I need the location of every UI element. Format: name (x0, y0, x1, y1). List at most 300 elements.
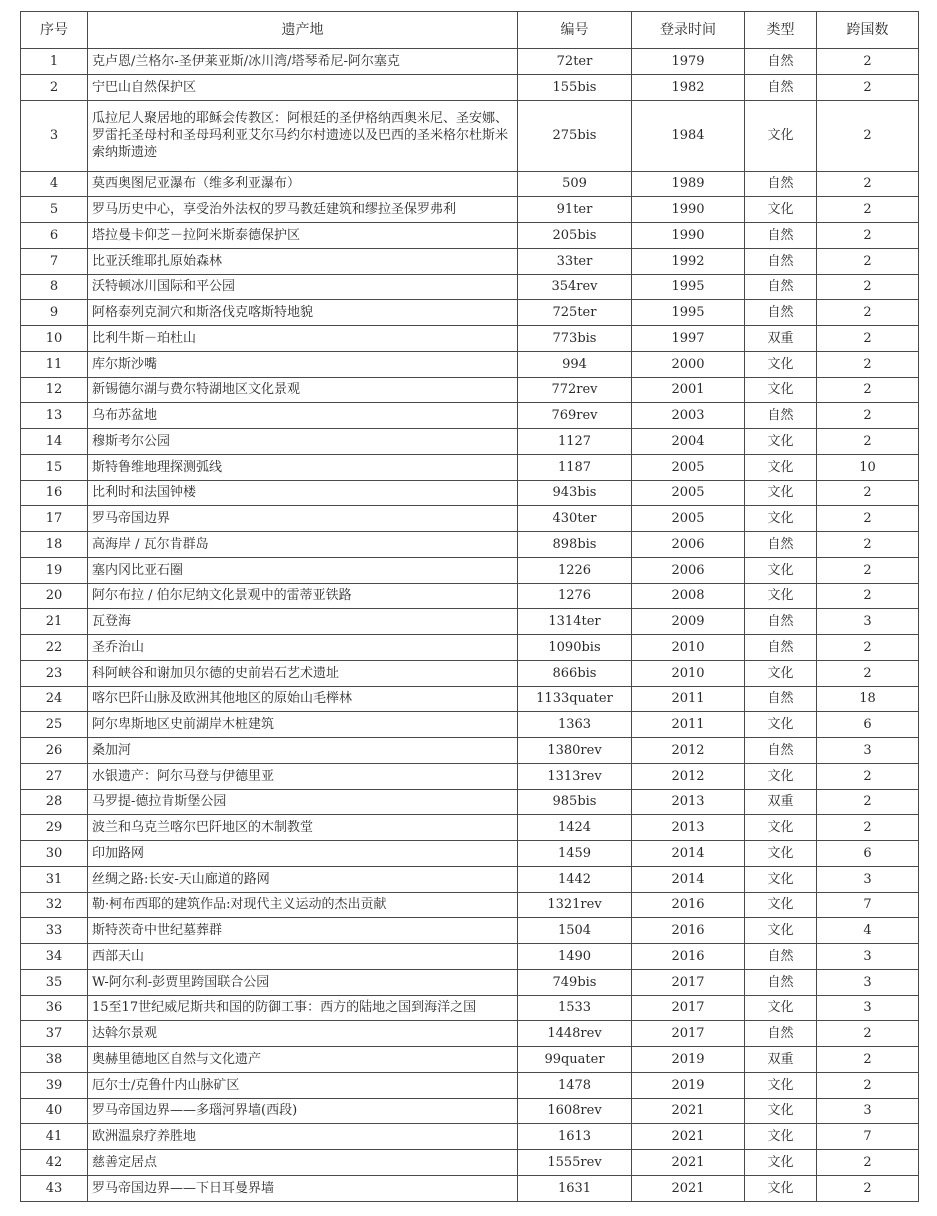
table-row (21, 429, 919, 455)
cell-type: 文化 (745, 1072, 817, 1098)
table-row (21, 944, 919, 970)
cell-countries: 3 (817, 995, 919, 1021)
cell-code: 866bis (518, 660, 632, 686)
cell-type: 自然 (745, 532, 817, 558)
cell-year: 2011 (632, 712, 745, 738)
cell-code: 1314ter (518, 609, 632, 635)
cell-site: 阿尔布拉 / 伯尔尼纳文化景观中的雷蒂亚铁路 (88, 583, 518, 609)
table-row (21, 1072, 919, 1098)
table-row (21, 1124, 919, 1150)
cell-code: 1490 (518, 944, 632, 970)
cell-year: 2004 (632, 429, 745, 455)
cell-index: 12 (21, 377, 88, 403)
cell-code: 1442 (518, 866, 632, 892)
cell-year: 2010 (632, 635, 745, 661)
cell-year: 1995 (632, 274, 745, 300)
cell-site: 罗马帝国边界 (88, 506, 518, 532)
table-row (21, 841, 919, 867)
cell-type: 文化 (745, 866, 817, 892)
cell-countries: 2 (817, 660, 919, 686)
cell-year: 2005 (632, 454, 745, 480)
cell-index: 7 (21, 248, 88, 274)
table-row (21, 223, 919, 249)
cell-site: 奥赫里德地区自然与文化遗产 (88, 1047, 518, 1073)
table-row (21, 74, 919, 100)
cell-index: 1 (21, 49, 88, 75)
cell-code: 1380rev (518, 738, 632, 764)
cell-code: 354rev (518, 274, 632, 300)
cell-type: 文化 (745, 377, 817, 403)
cell-countries: 2 (817, 1175, 919, 1201)
table-row (21, 532, 919, 558)
header-code: 编号 (518, 12, 632, 49)
cell-year: 2008 (632, 583, 745, 609)
cell-type: 文化 (745, 763, 817, 789)
cell-site: 波兰和乌克兰喀尔巴阡地区的木制教堂 (88, 815, 518, 841)
table-row (21, 506, 919, 532)
cell-year: 2009 (632, 609, 745, 635)
table-row (21, 660, 919, 686)
table-row (21, 557, 919, 583)
cell-countries: 3 (817, 944, 919, 970)
table-row (21, 1021, 919, 1047)
cell-code: 985bis (518, 789, 632, 815)
cell-countries: 2 (817, 506, 919, 532)
cell-countries: 2 (817, 100, 919, 171)
cell-type: 双重 (745, 326, 817, 352)
cell-code: 155bis (518, 74, 632, 100)
cell-site: 阿尔卑斯地区史前湖岸木桩建筑 (88, 712, 518, 738)
table-row (21, 1150, 919, 1176)
cell-index: 3 (21, 100, 88, 171)
cell-year: 2021 (632, 1098, 745, 1124)
cell-code: 769rev (518, 403, 632, 429)
cell-year: 2010 (632, 660, 745, 686)
table-header (21, 12, 919, 49)
cell-code: 1226 (518, 557, 632, 583)
cell-type: 文化 (745, 1150, 817, 1176)
cell-countries: 2 (817, 532, 919, 558)
cell-countries: 2 (817, 1072, 919, 1098)
header-row (21, 12, 919, 49)
table-row (21, 1175, 919, 1201)
cell-year: 2006 (632, 557, 745, 583)
cell-code: 1504 (518, 918, 632, 944)
cell-index: 14 (21, 429, 88, 455)
cell-countries: 2 (817, 1047, 919, 1073)
cell-type: 文化 (745, 100, 817, 171)
cell-site: 达斡尔景观 (88, 1021, 518, 1047)
cell-countries: 4 (817, 918, 919, 944)
cell-site: 勒·柯布西耶的建筑作品:对现代主义运动的杰出贡献 (88, 892, 518, 918)
cell-index: 19 (21, 557, 88, 583)
cell-year: 2016 (632, 892, 745, 918)
cell-index: 43 (21, 1175, 88, 1201)
cell-countries: 2 (817, 429, 919, 455)
cell-index: 26 (21, 738, 88, 764)
cell-site: 乌布苏盆地 (88, 403, 518, 429)
cell-type: 自然 (745, 74, 817, 100)
cell-site: 水银遗产：阿尔马登与伊德里亚 (88, 763, 518, 789)
table-row (21, 171, 919, 197)
table-row (21, 635, 919, 661)
cell-countries: 2 (817, 197, 919, 223)
cell-type: 双重 (745, 789, 817, 815)
cell-code: 1448rev (518, 1021, 632, 1047)
cell-site: 斯特茨奇中世纪墓葬群 (88, 918, 518, 944)
cell-index: 17 (21, 506, 88, 532)
cell-site: 瓦登海 (88, 609, 518, 635)
cell-code: 1459 (518, 841, 632, 867)
cell-type: 文化 (745, 454, 817, 480)
cell-type: 自然 (745, 300, 817, 326)
cell-code: 1090bis (518, 635, 632, 661)
cell-site: 塞内冈比亚石圈 (88, 557, 518, 583)
cell-type: 文化 (745, 918, 817, 944)
cell-year: 2017 (632, 1021, 745, 1047)
cell-countries: 2 (817, 1150, 919, 1176)
table-row (21, 969, 919, 995)
cell-site: 丝绸之路:长安-天山廊道的路网 (88, 866, 518, 892)
cell-type: 文化 (745, 429, 817, 455)
cell-site: 斯特鲁维地理探测弧线 (88, 454, 518, 480)
cell-countries: 2 (817, 583, 919, 609)
cell-index: 8 (21, 274, 88, 300)
cell-type: 文化 (745, 197, 817, 223)
cell-year: 1984 (632, 100, 745, 171)
cell-countries: 2 (817, 223, 919, 249)
cell-type: 文化 (745, 557, 817, 583)
cell-year: 2021 (632, 1175, 745, 1201)
cell-countries: 3 (817, 609, 919, 635)
cell-index: 32 (21, 892, 88, 918)
cell-site: 瓜拉尼人聚居地的耶稣会传教区：阿根廷的圣伊格纳西奥米尼、圣安娜、罗雷托圣母村和圣母玛利亚艾尔马约尔村遗迹以及巴西的圣米格尔杜斯米索纳斯遗迹 (88, 100, 518, 171)
cell-countries: 2 (817, 403, 919, 429)
cell-type: 文化 (745, 841, 817, 867)
cell-index: 28 (21, 789, 88, 815)
cell-code: 275bis (518, 100, 632, 171)
cell-index: 6 (21, 223, 88, 249)
cell-type: 自然 (745, 944, 817, 970)
cell-site: 比利时和法国钟楼 (88, 480, 518, 506)
cell-type: 自然 (745, 686, 817, 712)
table-row (21, 300, 919, 326)
cell-index: 11 (21, 351, 88, 377)
cell-type: 自然 (745, 635, 817, 661)
cell-year: 1995 (632, 300, 745, 326)
cell-site: 罗马历史中心，享受治外法权的罗马教廷建筑和缪拉圣保罗弗利 (88, 197, 518, 223)
table-row (21, 892, 919, 918)
cell-code: 1555rev (518, 1150, 632, 1176)
table-row (21, 49, 919, 75)
cell-type: 文化 (745, 892, 817, 918)
cell-year: 2021 (632, 1150, 745, 1176)
cell-site: 厄尔士/克鲁什内山脉矿区 (88, 1072, 518, 1098)
cell-code: 1313rev (518, 763, 632, 789)
cell-countries: 2 (817, 557, 919, 583)
cell-index: 37 (21, 1021, 88, 1047)
table-row (21, 248, 919, 274)
cell-site: 印加路网 (88, 841, 518, 867)
cell-site: 圣乔治山 (88, 635, 518, 661)
cell-site: 欧洲温泉疗养胜地 (88, 1124, 518, 1150)
cell-countries: 3 (817, 866, 919, 892)
cell-countries: 2 (817, 274, 919, 300)
cell-code: 1613 (518, 1124, 632, 1150)
header-countries: 跨国数 (817, 12, 919, 49)
cell-countries: 2 (817, 480, 919, 506)
cell-year: 1982 (632, 74, 745, 100)
cell-site: 科阿峡谷和谢加贝尔德的史前岩石艺术遗址 (88, 660, 518, 686)
cell-type: 自然 (745, 223, 817, 249)
cell-countries: 2 (817, 789, 919, 815)
cell-site: 宁巴山自然保护区 (88, 74, 518, 100)
table-row (21, 866, 919, 892)
header-year: 登录时间 (632, 12, 745, 49)
cell-code: 430ter (518, 506, 632, 532)
table-row (21, 377, 919, 403)
cell-year: 2003 (632, 403, 745, 429)
cell-index: 10 (21, 326, 88, 352)
cell-type: 文化 (745, 995, 817, 1021)
cell-index: 40 (21, 1098, 88, 1124)
cell-countries: 2 (817, 171, 919, 197)
cell-index: 13 (21, 403, 88, 429)
cell-code: 1631 (518, 1175, 632, 1201)
cell-countries: 3 (817, 969, 919, 995)
cell-code: 1533 (518, 995, 632, 1021)
table-row (21, 995, 919, 1021)
cell-type: 文化 (745, 480, 817, 506)
cell-code: 943bis (518, 480, 632, 506)
cell-site: 克卢恩/兰格尔-圣伊莱亚斯/冰川湾/塔琴希尼-阿尔塞克 (88, 49, 518, 75)
cell-year: 1997 (632, 326, 745, 352)
cell-countries: 2 (817, 763, 919, 789)
cell-year: 1990 (632, 197, 745, 223)
cell-countries: 7 (817, 1124, 919, 1150)
table-row (21, 1047, 919, 1073)
cell-code: 994 (518, 351, 632, 377)
cell-index: 16 (21, 480, 88, 506)
cell-index: 29 (21, 815, 88, 841)
cell-site: 马罗提-德拉肯斯堡公园 (88, 789, 518, 815)
cell-type: 自然 (745, 171, 817, 197)
cell-countries: 2 (817, 300, 919, 326)
cell-code: 205bis (518, 223, 632, 249)
table-row (21, 712, 919, 738)
cell-type: 文化 (745, 1098, 817, 1124)
cell-year: 2005 (632, 506, 745, 532)
cell-countries: 18 (817, 686, 919, 712)
cell-year: 2000 (632, 351, 745, 377)
heritage-table (20, 11, 919, 1202)
cell-type: 自然 (745, 248, 817, 274)
cell-code: 1608rev (518, 1098, 632, 1124)
cell-year: 2012 (632, 738, 745, 764)
cell-countries: 7 (817, 892, 919, 918)
cell-countries: 2 (817, 1021, 919, 1047)
cell-year: 1989 (632, 171, 745, 197)
cell-index: 9 (21, 300, 88, 326)
table-row (21, 815, 919, 841)
cell-type: 自然 (745, 969, 817, 995)
cell-index: 23 (21, 660, 88, 686)
cell-countries: 2 (817, 815, 919, 841)
cell-site: 罗马帝国边界——多瑙河界墙(西段) (88, 1098, 518, 1124)
cell-code: 1187 (518, 454, 632, 480)
cell-countries: 2 (817, 635, 919, 661)
header-site: 遗产地 (88, 12, 518, 49)
table-row (21, 100, 919, 171)
table-body (21, 49, 919, 1202)
table-row (21, 326, 919, 352)
cell-code: 725ter (518, 300, 632, 326)
table-row (21, 1098, 919, 1124)
cell-year: 2014 (632, 841, 745, 867)
table-row (21, 351, 919, 377)
cell-index: 2 (21, 74, 88, 100)
cell-index: 18 (21, 532, 88, 558)
cell-type: 双重 (745, 1047, 817, 1073)
cell-index: 34 (21, 944, 88, 970)
cell-code: 33ter (518, 248, 632, 274)
cell-countries: 3 (817, 1098, 919, 1124)
cell-type: 文化 (745, 351, 817, 377)
cell-type: 自然 (745, 274, 817, 300)
cell-site: 桑加河 (88, 738, 518, 764)
cell-countries: 2 (817, 74, 919, 100)
cell-site: 库尔斯沙嘴 (88, 351, 518, 377)
cell-year: 2013 (632, 815, 745, 841)
table-row (21, 738, 919, 764)
cell-code: 1321rev (518, 892, 632, 918)
cell-type: 自然 (745, 1021, 817, 1047)
cell-year: 2011 (632, 686, 745, 712)
cell-year: 2019 (632, 1047, 745, 1073)
cell-type: 文化 (745, 815, 817, 841)
cell-countries: 2 (817, 49, 919, 75)
cell-index: 25 (21, 712, 88, 738)
cell-type: 自然 (745, 403, 817, 429)
cell-code: 1478 (518, 1072, 632, 1098)
cell-type: 自然 (745, 738, 817, 764)
cell-index: 20 (21, 583, 88, 609)
cell-index: 27 (21, 763, 88, 789)
table-row (21, 274, 919, 300)
cell-year: 2016 (632, 944, 745, 970)
cell-countries: 2 (817, 326, 919, 352)
cell-site: 沃特顿冰川国际和平公园 (88, 274, 518, 300)
cell-site: 西部天山 (88, 944, 518, 970)
cell-site: 比利牛斯－珀杜山 (88, 326, 518, 352)
cell-index: 30 (21, 841, 88, 867)
cell-code: 1133quater (518, 686, 632, 712)
cell-year: 1992 (632, 248, 745, 274)
table-row (21, 918, 919, 944)
cell-site: 穆斯考尔公园 (88, 429, 518, 455)
cell-countries: 6 (817, 712, 919, 738)
cell-year: 1979 (632, 49, 745, 75)
cell-countries: 3 (817, 738, 919, 764)
cell-index: 39 (21, 1072, 88, 1098)
cell-year: 2005 (632, 480, 745, 506)
cell-site: 塔拉曼卡仰芝－拉阿米斯泰德保护区 (88, 223, 518, 249)
cell-index: 4 (21, 171, 88, 197)
cell-year: 2001 (632, 377, 745, 403)
cell-countries: 10 (817, 454, 919, 480)
cell-year: 2016 (632, 918, 745, 944)
table-row (21, 763, 919, 789)
table-row (21, 403, 919, 429)
cell-code: 91ter (518, 197, 632, 223)
cell-code: 509 (518, 171, 632, 197)
cell-site: 喀尔巴阡山脉及欧洲其他地区的原始山毛榉林 (88, 686, 518, 712)
cell-site: 罗马帝国边界——下日耳曼界墙 (88, 1175, 518, 1201)
cell-site: 比亚沃维耶扎原始森林 (88, 248, 518, 274)
cell-index: 21 (21, 609, 88, 635)
cell-year: 2021 (632, 1124, 745, 1150)
cell-type: 自然 (745, 609, 817, 635)
cell-countries: 6 (817, 841, 919, 867)
table-row (21, 454, 919, 480)
table-row (21, 583, 919, 609)
cell-index: 41 (21, 1124, 88, 1150)
cell-site: 15至17世纪威尼斯共和国的防御工事：西方的陆地之国到海洋之国 (88, 995, 518, 1021)
table-row (21, 789, 919, 815)
cell-year: 2017 (632, 995, 745, 1021)
cell-type: 文化 (745, 583, 817, 609)
cell-index: 38 (21, 1047, 88, 1073)
cell-code: 1276 (518, 583, 632, 609)
cell-type: 文化 (745, 1175, 817, 1201)
header-index: 序号 (21, 12, 88, 49)
cell-type: 文化 (745, 506, 817, 532)
cell-type: 文化 (745, 660, 817, 686)
cell-index: 31 (21, 866, 88, 892)
cell-index: 42 (21, 1150, 88, 1176)
cell-year: 1990 (632, 223, 745, 249)
cell-code: 1127 (518, 429, 632, 455)
cell-countries: 2 (817, 377, 919, 403)
table-row (21, 609, 919, 635)
cell-code: 1363 (518, 712, 632, 738)
cell-year: 2019 (632, 1072, 745, 1098)
cell-code: 749bis (518, 969, 632, 995)
cell-code: 1424 (518, 815, 632, 841)
header-type: 类型 (745, 12, 817, 49)
cell-code: 773bis (518, 326, 632, 352)
cell-code: 72ter (518, 49, 632, 75)
cell-code: 99quater (518, 1047, 632, 1073)
table-row (21, 686, 919, 712)
table-row (21, 480, 919, 506)
cell-index: 15 (21, 454, 88, 480)
cell-index: 22 (21, 635, 88, 661)
cell-index: 5 (21, 197, 88, 223)
cell-index: 35 (21, 969, 88, 995)
cell-year: 2017 (632, 969, 745, 995)
cell-site: 阿格泰列克洞穴和斯洛伐克喀斯特地貌 (88, 300, 518, 326)
cell-site: 新锡德尔湖与费尔特湖地区文化景观 (88, 377, 518, 403)
cell-index: 33 (21, 918, 88, 944)
cell-year: 2012 (632, 763, 745, 789)
cell-year: 2013 (632, 789, 745, 815)
cell-index: 24 (21, 686, 88, 712)
cell-site: W-阿尔利-彭贾里跨国联合公园 (88, 969, 518, 995)
cell-type: 文化 (745, 1124, 817, 1150)
cell-type: 文化 (745, 712, 817, 738)
cell-site: 慈善定居点 (88, 1150, 518, 1176)
